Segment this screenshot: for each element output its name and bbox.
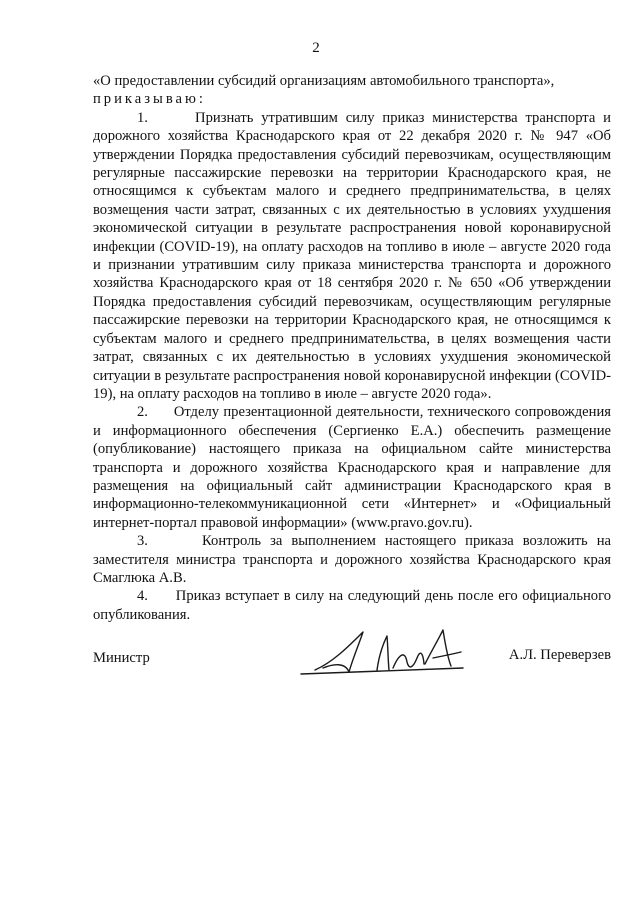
item-3-text: Контроль за выполнением настоящего приказа возложить на заместителя министра транспорта и дорожного хозяйства Краснодарского края Смаглюка А.В.	[93, 533, 611, 586]
prikazyvayu-line: приказываю:	[93, 91, 206, 108]
item-3-number: 3.	[137, 533, 148, 550]
document-body	[93, 72, 611, 624]
item-2-text: Отделу презентационной деятельности, технического сопровождения и информационного обеспечения (Сергиенко Е.А.) обеспечить размещение (опубликование) настоящего приказа на официальном сайте министерства транспорта и дорожного хозяйства Краснодарского края и направление для размещения на официальный сайт администрации Краснодарского края в информационно-телекоммуникационной сети «Интернет» и «Официальный интернет-портал правовой информации» (www.pravo.gov.ru).	[93, 404, 611, 531]
page-number: 2	[312, 40, 320, 56]
item-4	[93, 587, 611, 624]
item-3	[93, 532, 611, 587]
signatory-title: Министр	[93, 650, 150, 666]
item-4-number: 4.	[137, 588, 148, 605]
signatory-name: А.Л. Переверзев	[508, 647, 611, 663]
signature-block	[93, 622, 611, 682]
item-1-text: Признать утратившим силу приказ министерства транспорта и дорожного хозяйства Краснодарского края от 22 декабря 2020 г. № 947 «Об утверждении Порядка предоставления субсидий перевозчикам, осуществляющим регулярные пассажирские перевозки на территории Краснодарского края, не относящимся к субъектам малого и среднего предпринимательства, в целях возмещения части затрат, связанных с их деятельностью в условиях ухудшения экономической ситуации в результате распространения новой коронавирусной инфекции (COVID-19), на оплату расходов на топливо в июле – августе 2020 года и признании утратившим силу приказа министерства транспорта и дорожного хозяйства Краснодарского края от 18 сентября 2020 г. № 650 «Об утверждении Порядка предоставления субсидий перевозчикам, осуществляющим регулярные пассажирские перевозки на территории Краснодарского края, не относящимся к субъектам малого и среднего предпринимательства, в целях возмещения части затрат, связанных с их деятельностью в условиях ухудшения экономической ситуации в результате распространения новой коронавирусной инфекции (COVID-19), на оплату расходов на топливо в июле – августе 2020 года».	[93, 109, 611, 402]
handwritten-signature	[293, 622, 473, 682]
item-4-text: Приказ вступает в силу на следующий день после его официального опубликования.	[93, 588, 612, 623]
item-1-number: 1.	[137, 109, 148, 126]
item-2	[93, 403, 611, 532]
item-2-number: 2.	[137, 404, 148, 421]
item-1	[93, 109, 611, 404]
opening-line: «О предоставлении субсидий организациям автомобильного транспорта»,	[93, 73, 555, 89]
